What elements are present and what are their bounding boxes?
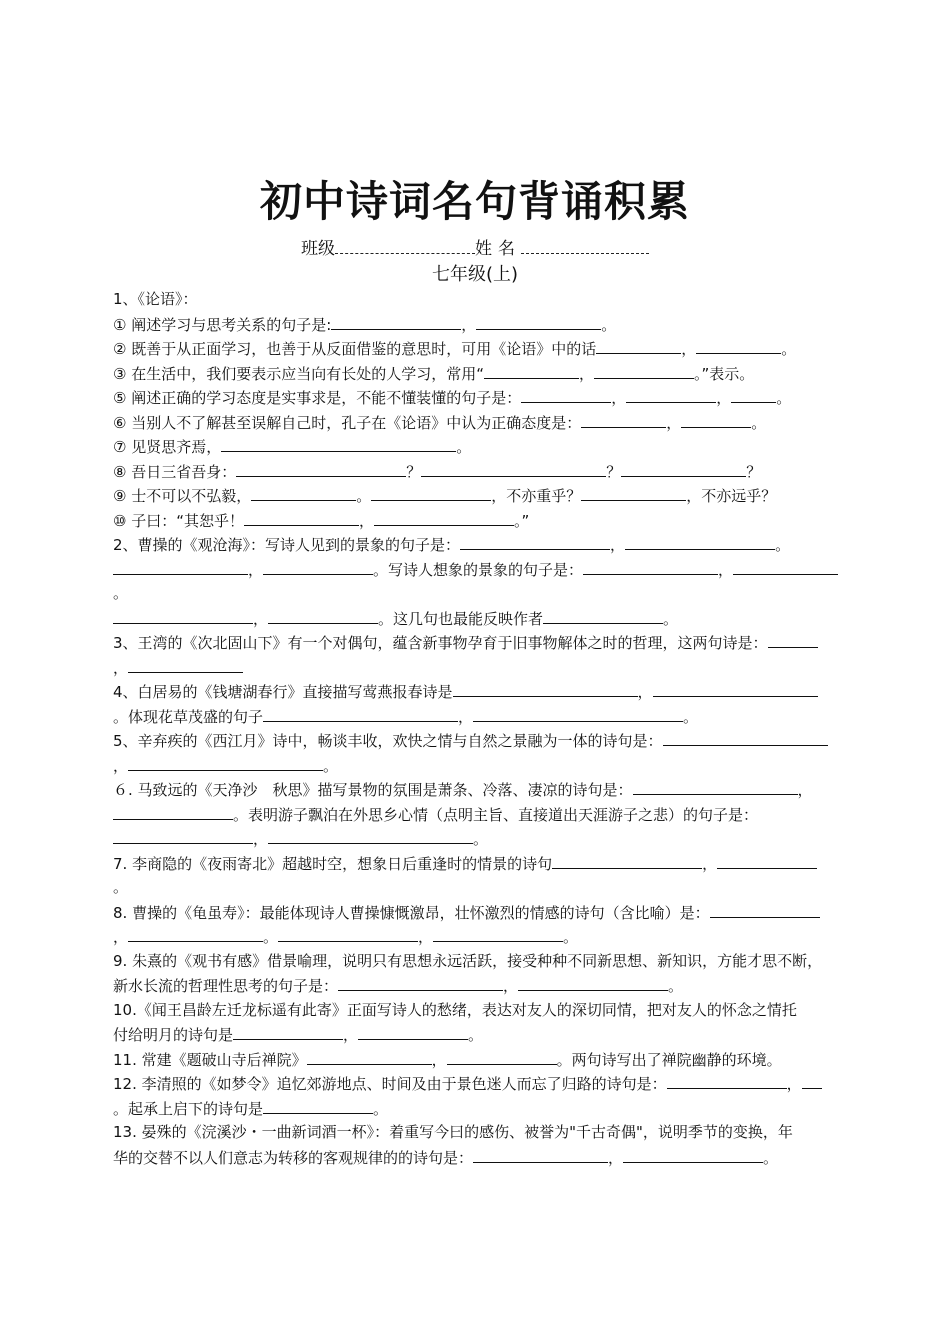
question-line xyxy=(113,532,843,557)
question-text: 。 xyxy=(563,928,579,946)
question-line xyxy=(113,312,843,337)
answer-blank[interactable] xyxy=(552,851,702,869)
answer-blank[interactable] xyxy=(583,557,718,575)
question-line xyxy=(113,1047,843,1072)
question-text: ？ xyxy=(606,462,622,481)
question-line xyxy=(113,655,843,680)
answer-blank[interactable] xyxy=(802,1071,822,1089)
question-line xyxy=(113,1096,843,1121)
answer-blank[interactable] xyxy=(338,973,503,991)
question-text: 。 xyxy=(113,878,129,896)
question-text: 。 xyxy=(776,389,792,407)
question-text: ， xyxy=(458,707,474,726)
question-text: ， xyxy=(248,560,264,579)
question-line xyxy=(113,998,843,1023)
question-line xyxy=(113,287,843,312)
answer-blank[interactable] xyxy=(251,483,356,501)
question-text: ， xyxy=(786,1075,802,1093)
question-text: ⑧ 吾日三省吾身： xyxy=(113,462,237,481)
question-line xyxy=(113,704,843,729)
question-line xyxy=(113,336,843,361)
answer-blank[interactable] xyxy=(768,630,818,648)
question-line xyxy=(113,1071,843,1096)
answer-blank[interactable] xyxy=(625,532,775,550)
question-line xyxy=(113,826,843,851)
question-text: 7. 李商隐的《夜雨寄北》超越时空，想象日后重逢时的情景的诗句 xyxy=(113,854,553,873)
question-line xyxy=(113,483,843,508)
question-line xyxy=(113,1145,843,1170)
question-text: ， xyxy=(461,315,477,334)
question-text: 。起承上启下的诗句是 xyxy=(113,1099,264,1118)
question-text: ？ xyxy=(746,462,762,481)
grade-heading: 七年级(上) xyxy=(431,264,519,285)
answer-blank[interactable] xyxy=(484,361,579,379)
question-text: ， xyxy=(253,609,269,628)
question-text: 。 xyxy=(356,487,372,505)
class-name-line xyxy=(0,236,950,262)
answer-blank[interactable] xyxy=(633,777,798,795)
question-line xyxy=(113,851,843,876)
answer-blank[interactable] xyxy=(233,1022,343,1040)
question-text: ， xyxy=(113,658,129,677)
answer-blank[interactable] xyxy=(518,973,668,991)
answer-blank[interactable] xyxy=(244,508,359,526)
question-line xyxy=(113,361,843,386)
question-text: ， xyxy=(253,830,269,848)
question-text: ， xyxy=(418,928,434,946)
answer-blank[interactable] xyxy=(696,336,781,354)
name-blank[interactable] xyxy=(521,237,649,254)
question-text: ① 阐述学习与思考关系的句子是: xyxy=(113,315,332,334)
answer-blank[interactable] xyxy=(263,704,458,722)
answer-blank[interactable] xyxy=(717,851,817,869)
question-text: 2、曹操的《观沧海》：写诗人见到的景象的句子是： xyxy=(113,536,461,554)
answer-blank[interactable] xyxy=(543,606,663,624)
question-text: 。 xyxy=(473,830,489,848)
answer-blank[interactable] xyxy=(374,508,514,526)
question-text: ， xyxy=(359,511,375,530)
question-line xyxy=(113,434,843,459)
answer-blank[interactable] xyxy=(653,679,818,697)
question-text: ， xyxy=(431,1050,447,1069)
question-text: 。 xyxy=(323,756,339,775)
question-text: ， xyxy=(503,977,519,995)
answer-blank[interactable] xyxy=(221,434,456,452)
question-text: 4、白居易的《钱塘湖春行》直接描写莺燕报春诗是 xyxy=(113,683,453,701)
answer-blank[interactable] xyxy=(128,924,263,942)
question-text: ③ 在生活中，我们要表示应当向有长处的人学习，常用“ xyxy=(113,364,484,383)
answer-blank[interactable] xyxy=(521,385,611,403)
answer-blank[interactable] xyxy=(263,557,373,575)
question-line xyxy=(113,606,843,631)
answer-blank[interactable] xyxy=(581,483,686,501)
question-line xyxy=(113,459,843,484)
question-text: 12. 李清照的《如梦令》追忆郊游地点、时间及由于景色迷人而忘了归路的诗句是： xyxy=(113,1075,667,1093)
question-text: ， xyxy=(610,536,626,554)
question-text: 。 xyxy=(113,584,129,602)
question-text: ， xyxy=(718,560,734,579)
question-text: 。 xyxy=(263,928,279,946)
question-text: ， xyxy=(681,340,697,358)
question-text: 10.《闻王昌龄左迁龙标遥有此寄》正面写诗人的愁绪，表达对友人的深切同情，把对友人的怀念之情托 xyxy=(113,1000,797,1019)
question-line xyxy=(113,728,843,753)
question-text: 3、王湾的《次北固山下》有一个对偶句，蕴含新事物孕育于旧事物解体之时的哲理，这两句诗是： xyxy=(113,634,768,652)
question-line xyxy=(113,949,843,974)
answer-blank[interactable] xyxy=(473,704,683,722)
answer-blank[interactable] xyxy=(476,312,601,330)
question-line xyxy=(113,581,843,606)
question-line xyxy=(113,679,843,704)
answer-blank[interactable] xyxy=(460,532,610,550)
question-text: ， xyxy=(113,756,129,775)
answer-blank[interactable] xyxy=(733,557,838,575)
question-line xyxy=(113,630,843,655)
question-line xyxy=(113,875,843,900)
answer-blank[interactable] xyxy=(663,728,828,746)
question-text: 。 xyxy=(683,707,699,726)
answer-blank[interactable] xyxy=(594,361,694,379)
question-text: 。两句诗写出了禅院幽静的环境。 xyxy=(556,1050,782,1069)
answer-blank[interactable] xyxy=(113,606,253,624)
answer-blank[interactable] xyxy=(710,900,820,918)
question-text: ⑥ 当别人不了解甚至误解自己时，孔子在《论语》中认为正确态度是： xyxy=(113,413,582,432)
question-line xyxy=(113,802,843,827)
question-text: ， xyxy=(797,781,813,799)
question-text: 8. 曹操的《龟虽寿》：最能体现诗人曹操慷慨激昂，壮怀激烈的情感的诗句（含比喻）是： xyxy=(113,903,710,922)
answer-blank[interactable] xyxy=(113,557,248,575)
name-label: 姓名 xyxy=(475,239,521,259)
answer-blank[interactable] xyxy=(731,385,776,403)
question-line xyxy=(113,1120,843,1145)
question-text: ，不亦重乎？ xyxy=(491,487,582,505)
question-line xyxy=(113,900,843,925)
question-text: 。 xyxy=(601,315,617,334)
question-text: ６. 马致远的《天净沙 秋思》描写景物的氛围是萧条、冷落、凄凉的诗句是： xyxy=(113,781,633,799)
answer-blank[interactable] xyxy=(113,802,233,820)
question-text: ， xyxy=(611,389,627,407)
question-text: 。”表示。 xyxy=(694,364,755,383)
question-line xyxy=(113,1022,843,1047)
question-text: 5、辛弃疾的《西江月》诗中，畅谈丰收，欢快之情与自然之景融为一体的诗句是： xyxy=(113,732,663,750)
class-label: 班级 xyxy=(301,239,335,259)
answer-blank[interactable] xyxy=(453,679,638,697)
answer-blank[interactable] xyxy=(623,1145,763,1163)
question-text: 。” xyxy=(514,511,530,530)
question-text: 13. 晏殊的《浣溪沙・一曲新词酒一杯》：着重写今曰的感伤、被誉为"千古奇偶"，说明季节的变换，年 xyxy=(113,1123,793,1141)
question-text: 。这几句也最能反映作者 xyxy=(378,609,544,628)
question-text: 1、《论语》： xyxy=(113,290,198,308)
question-line xyxy=(113,410,843,435)
question-text: ⑨ 士不可以不弘毅， xyxy=(113,487,252,505)
answer-blank[interactable] xyxy=(263,1096,373,1114)
question-text: 。 xyxy=(763,1148,779,1167)
question-line xyxy=(113,508,843,533)
question-line xyxy=(113,777,843,802)
question-text: 。 xyxy=(373,1099,389,1118)
question-text: 华的交替不以人们意志为转移的客观规律的的诗句是： xyxy=(113,1148,474,1167)
question-text: ⑩ 子曰：“其恕乎！ xyxy=(113,511,244,530)
question-text: ，不亦远乎？ xyxy=(686,487,777,505)
answer-blank[interactable] xyxy=(307,1047,432,1065)
page-title: 初中诗词名句背诵积累 xyxy=(259,177,690,226)
question-text: 11. 常建《题破山寺后禅院》 xyxy=(113,1050,307,1069)
question-text: 付给明月的诗句是 xyxy=(113,1026,234,1044)
question-text: 。 xyxy=(668,977,684,995)
question-text: ， xyxy=(716,389,732,407)
answer-blank[interactable] xyxy=(596,336,681,354)
question-text: 。 xyxy=(781,340,797,358)
question-line xyxy=(113,385,843,410)
answer-blank[interactable] xyxy=(626,385,716,403)
answer-blank[interactable] xyxy=(128,753,323,771)
question-text: ② 既善于从正面学习，也善于从反面借鉴的意思时，可用《论语》中的话 xyxy=(113,340,597,358)
question-text: 9. 朱熹的《观书有感》借景喻理，说明只有思想永远活跃，接受种种不同新思想、新知识，方能才思不断， xyxy=(113,951,823,970)
answer-blank[interactable] xyxy=(621,459,746,477)
answer-blank[interactable] xyxy=(447,1047,557,1065)
answer-blank[interactable] xyxy=(358,1022,468,1040)
answer-blank[interactable] xyxy=(278,924,418,942)
question-line xyxy=(113,973,843,998)
answer-blank[interactable] xyxy=(667,1071,787,1089)
answer-blank[interactable] xyxy=(236,459,406,477)
question-list xyxy=(113,287,843,1169)
answer-blank[interactable] xyxy=(681,410,751,428)
question-text: 。 xyxy=(751,413,767,432)
class-blank[interactable] xyxy=(335,237,475,254)
question-text: 。 xyxy=(468,1026,484,1044)
answer-blank[interactable] xyxy=(128,655,243,673)
question-text: ， xyxy=(579,364,595,383)
question-text: ⑦ 见贤思齐焉， xyxy=(113,438,222,456)
question-line xyxy=(113,924,843,949)
question-text: ， xyxy=(702,854,718,873)
answer-blank[interactable] xyxy=(473,1145,608,1163)
question-text: 。写诗人想象的景象的句子是： xyxy=(373,560,584,579)
question-text: ⑤ 阐述正确的学习态度是实事求是，不能不懂装懂的句子是： xyxy=(113,389,522,407)
answer-blank[interactable] xyxy=(113,826,253,844)
question-text: 。体现花草茂盛的句子 xyxy=(113,707,264,726)
question-text: ， xyxy=(666,413,682,432)
question-text: 。表明游子飘泊在外思乡心情（点明主旨、直接道出天涯游子之悲）的句子是： xyxy=(233,805,759,824)
answer-blank[interactable] xyxy=(371,483,491,501)
question-text: 。 xyxy=(775,536,791,554)
question-text: ， xyxy=(343,1026,359,1044)
question-text: ， xyxy=(113,928,129,946)
answer-blank[interactable] xyxy=(581,410,666,428)
question-line xyxy=(113,557,843,582)
answer-blank[interactable] xyxy=(331,312,461,330)
question-text: 。 xyxy=(663,609,679,628)
question-text: ， xyxy=(637,683,653,701)
answer-blank[interactable] xyxy=(421,459,606,477)
answer-blank[interactable] xyxy=(433,924,563,942)
question-text: 新水长流的哲理性思考的句子是： xyxy=(113,977,339,995)
question-text: 。 xyxy=(456,438,472,456)
answer-blank[interactable] xyxy=(268,826,473,844)
question-text: ？ xyxy=(406,462,422,481)
answer-blank[interactable] xyxy=(268,606,378,624)
question-text: ， xyxy=(608,1148,624,1167)
question-line xyxy=(113,753,843,778)
